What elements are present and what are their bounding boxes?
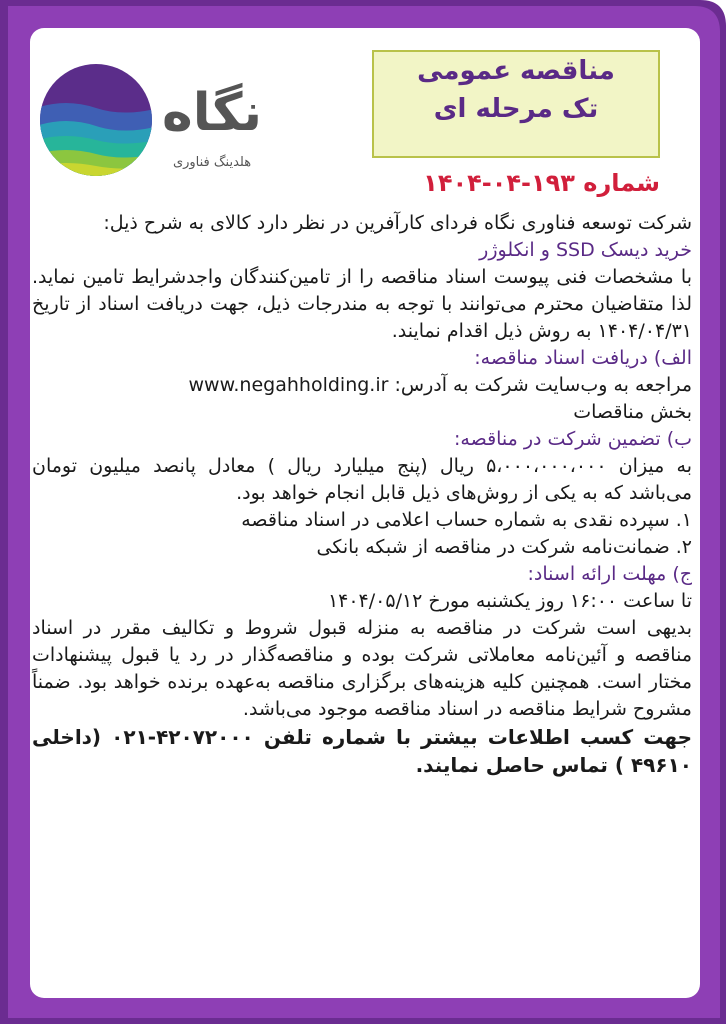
section-b-title: ب) تضمین شرکت در مناقصه: xyxy=(454,428,692,450)
section-b-text: به میزان ۵،۰۰۰،۰۰۰،۰۰۰ ریال (پنج میلیارد ریال ) معادل پانصد میلیون تومان می‌باشد که به یکی از روش‌های ذیل قابل انجام خواهد بود. xyxy=(32,455,692,504)
title-line-2: تک مرحله ای xyxy=(433,94,599,124)
section-a-line xyxy=(32,372,692,399)
company-logo xyxy=(36,48,268,192)
tender-number: شماره ۱۹۳-۰۴-۱۴۰۴ xyxy=(423,169,660,197)
item-title: خرید دیسک SSD و انکلوژر xyxy=(479,239,692,261)
title-box xyxy=(372,50,660,158)
logo-subtitle-text: هلدینگ فناوری xyxy=(172,155,252,170)
notice-panel xyxy=(32,30,698,996)
website-link[interactable]: www.negahholding.ir xyxy=(188,374,389,396)
section-b-item-2: ۲. ضمانت‌نامه شرکت در مناقصه از شبکه بانکی xyxy=(316,536,692,558)
logo-brand-text: نگاه xyxy=(162,83,262,143)
intro-text-2: با مشخصات فنی پیوست اسناد مناقصه را از تامین‌کنندگان واجدشرایط تامین نماید. لذا متقاضیان محترم می‌توانند با توجه به مندرجات ذیل، جهت دریافت اسناد از تاریخ ۱۴۰۴/۰۴/۳۱ به روش ذیل اقدام نمایند. xyxy=(32,266,692,342)
intro-text: شرکت توسعه فناوری نگاه فردای کارآفرین در نظر دارد کالای به شرح ذیل: xyxy=(103,212,692,234)
closing-text: بدیهی است شرکت در مناقصه به منزله قبول شروط و تکالیف مقرر در اسناد مناقصه و آئین‌نامه معاملاتی شرکت بوده و مناقصه‌گذار در رد یا قبول پیشنهادات مختار است. همچنین کلیه هزینه‌های برگزاری مناقصه به‌عهده برنده خواهد بود. ضمناً مشروح شرایط مناقصه در اسناد مناقصه موجود می‌باشد. xyxy=(32,617,692,720)
section-c-title: ج) مهلت ارائه اسناد: xyxy=(527,563,692,585)
section-c-text: تا ساعت ۱۶:۰۰ روز یکشنبه مورخ ۱۴۰۴/۰۵/۱۲ xyxy=(327,590,692,612)
section-a-title: الف) دریافت اسناد مناقصه: xyxy=(474,347,692,369)
section-a-text: مراجعه به وب‌سایت شرکت به آدرس: xyxy=(394,374,692,396)
contact-text: جهت کسب اطلاعات بیشتر با شماره تلفن ۴۲۰۷۲۰۰۰-۰۲۱ (داخلی ۴۹۶۱۰ ) تماس حاصل نمایند. xyxy=(32,725,692,777)
title-line-1: مناقصه عمومی xyxy=(417,56,615,86)
notice-body xyxy=(32,210,692,779)
section-a-text-2: بخش مناقصات xyxy=(573,401,692,423)
section-b-item-1: ۱. سپرده نقدی به شماره حساب اعلامی در اسناد مناقصه xyxy=(241,509,692,531)
